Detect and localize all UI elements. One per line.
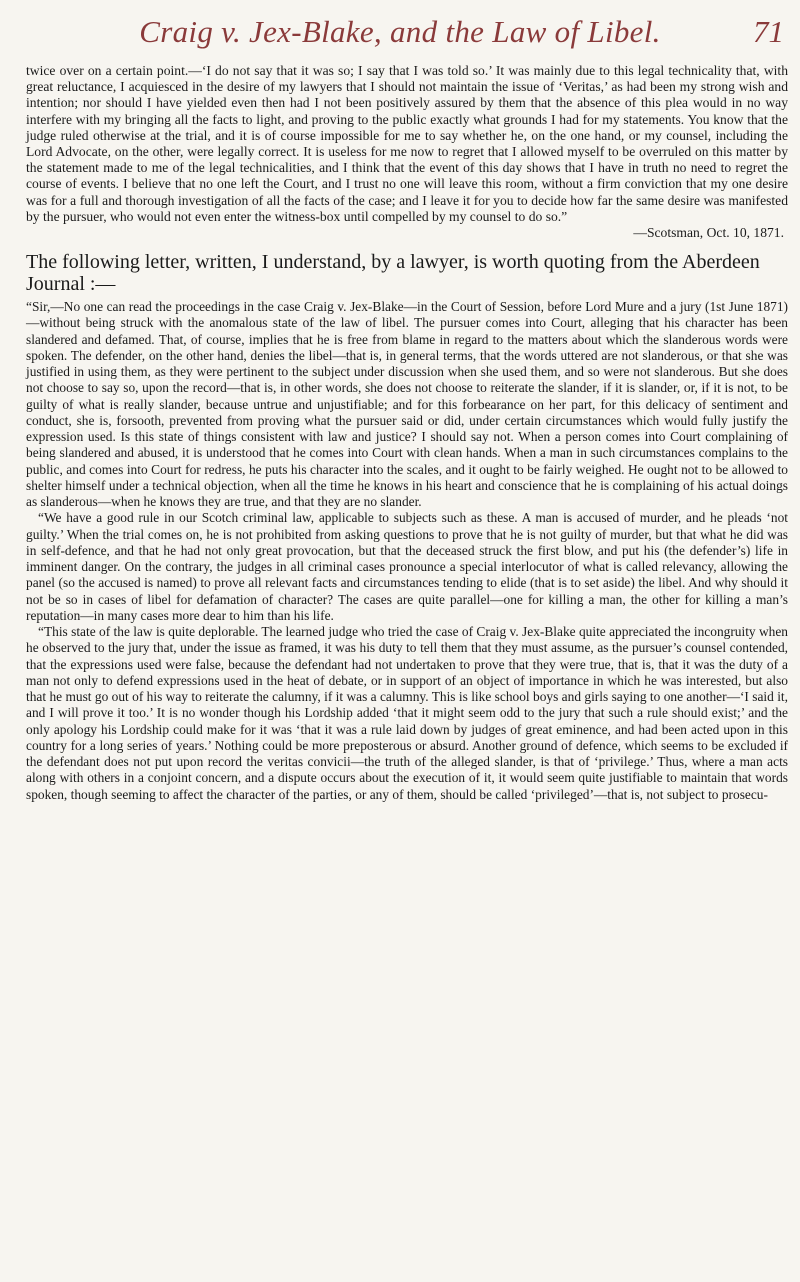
quote-attribution: —Scotsman, Oct. 10, 1871. [633,225,784,241]
letter-paragraph-3: “This state of the law is quite deplorable. The learned judge who tried the case of Craig v. Jex-Blake quite appreciated the incongruity when he observed to the jury that, under the issue as framed, it was his duty to tell them that they must assume, as the pursuer’s counsel contended, that the expressions used were false, because the defendant had not undertaken to prove that they were true, that is, that it was the duty of a man not only to defend expressions used in the heat of debate, or in support of an object of importance in which he was interested, but also that he must go out of his way to reiterate the calumny, if it was a calumny. This is like school boys and girls saying to one another—‘I said it, and I will prove it too.’ It is no wonder though his Lordship added ‘that it might seem odd to the jury that such a rule should exist;’ and the only apology his Lordship could make for it was ‘that it was a rule laid down by judges of great eminence, and had been acted upon in this country for a long series of years.’ Nothing could be more preposterous or absurd. Another ground of defence, which seems to be excluded if the defendant does not put upon record the veritas convicii—the truth of the alleged slander, is that of ‘privilege.’ Thus, where a man acts along with others in a conjoint concern, and a dispute occurs about the execution of it, it would seem quite justifiable to maintain that words spoken, though seeming to affect the character of the parties, or any of them, should be called ‘privileged’—that is, not subject to prosecu- [26,624,788,802]
letter-paragraph-1: “Sir,—No one can read the proceedings in the case Craig v. Jex-Blake—in the Court of Session, before Lord Mure and a jury (1st June 1871)—without being struck with the anomalous state of the law of libel. The pursuer comes into Court, alleging that his character has been slandered and defamed. That, of course, implies that he is free from blame in regard to the matters about which the slanderous words were spoken. The defender, on the other hand, denies the libel—that is, in general terms, that the words uttered are not slanderous, or that she was justified in using them, as they were pertinent to the subject under discussion when she used them, and so were not slanderous. But she does not choose to say so, upon the record—that is, in other words, she does not choose to reiterate the slander, if it is slander, or, if it is not, to be guilty of what is really slander, because untrue and unjustifiable; and for this forbearance on her part, for this delicacy of sentiment and conduct, she is, forsooth, prevented from proving what the pursuer said or did, under certain circumstances which would fully justify the expression used. Is this state of things consistent with law and justice? I should say not. When a person comes into Court complaining of being slandered and abused, it is understood that he comes into Court with clean hands. When a man in such circumstances complains to the public, and comes into Court for redress, he puts his character into the scales, and it ought to be fairly weighed. He ought not to be allowed to shelter himself under a technical objection, when all the time he knows in his heart and conscience that he is complaining of his actual doings as slanderous—when he knows they are true, and that they are no slander. [26,299,788,510]
quoted-speech-paragraph: twice over on a certain point.—‘I do not say that it was so; I say that I was told so.’ It was mainly due to this legal technicality that, with great reluctance, I acquiesced in the desire of my lawyers that I should not maintain the issue of ‘Veritas,’ as had been my strong wish and intention; nor should I have yielded even then had I not been positively assured by them that the absence of this plea would in no way interfere with my bringing all the facts to light, and proving to the public exactly what grounds I had for my statements. You know that the judge ruled otherwise at the trial, and it is of course impossible for me to say whether he, on the one hand, or my counsel, including the Lord Advocate, on the other, were legally correct. It is useless for me now to regret that I allowed myself to be overruled on this matter by the statement made to me of the legal technicalities, and I think that the event of this day shows that I have in truth no need to regret the course of events. I believe that no one left the Court, and I trust no one will leave this room, without a firm conviction that my one desire was for a full and thorough investigation of all the facts of the case; and I leave it for you to decide how far the same desire was manifested by the pursuer, who would not even enter the witness-box until compelled by my counsel to do so.” [26,63,788,224]
body-text [26,63,788,803]
page-number: 71 [753,14,784,49]
page-header [0,0,800,60]
intro-paragraph: The following letter, written, I understand, by a lawyer, is worth quoting from the Aberdeen Journal :— [26,251,760,296]
running-title: Craig v. Jex-Blake, and the Law of Libel. [139,14,661,49]
letter-paragraph-2: “We have a good rule in our Scotch criminal law, applicable to subjects such as these. A man is accused of murder, and he pleads ‘not guilty.’ When the trial comes on, he is not prohibited from asking questions to prove that he is not guilty of murder, but that what he did was in self-defence, and that he had not only great provocation, but that the deceased struck the first blow, and put his (the defender’s) life in imminent danger. On the contrary, the judges in all criminal cases pronounce a special interlocutor of what is called relevancy, allowing the panel (so the accused is named) to prove all relevant facts and circumstances tending to elide (that is to set aside) the libel. And why should it not be so in cases of libel for defamation of character? The cases are quite parallel—one for killing a man, the other for killing a man’s reputation—in many cases more dear to him than his life. [26,510,788,623]
